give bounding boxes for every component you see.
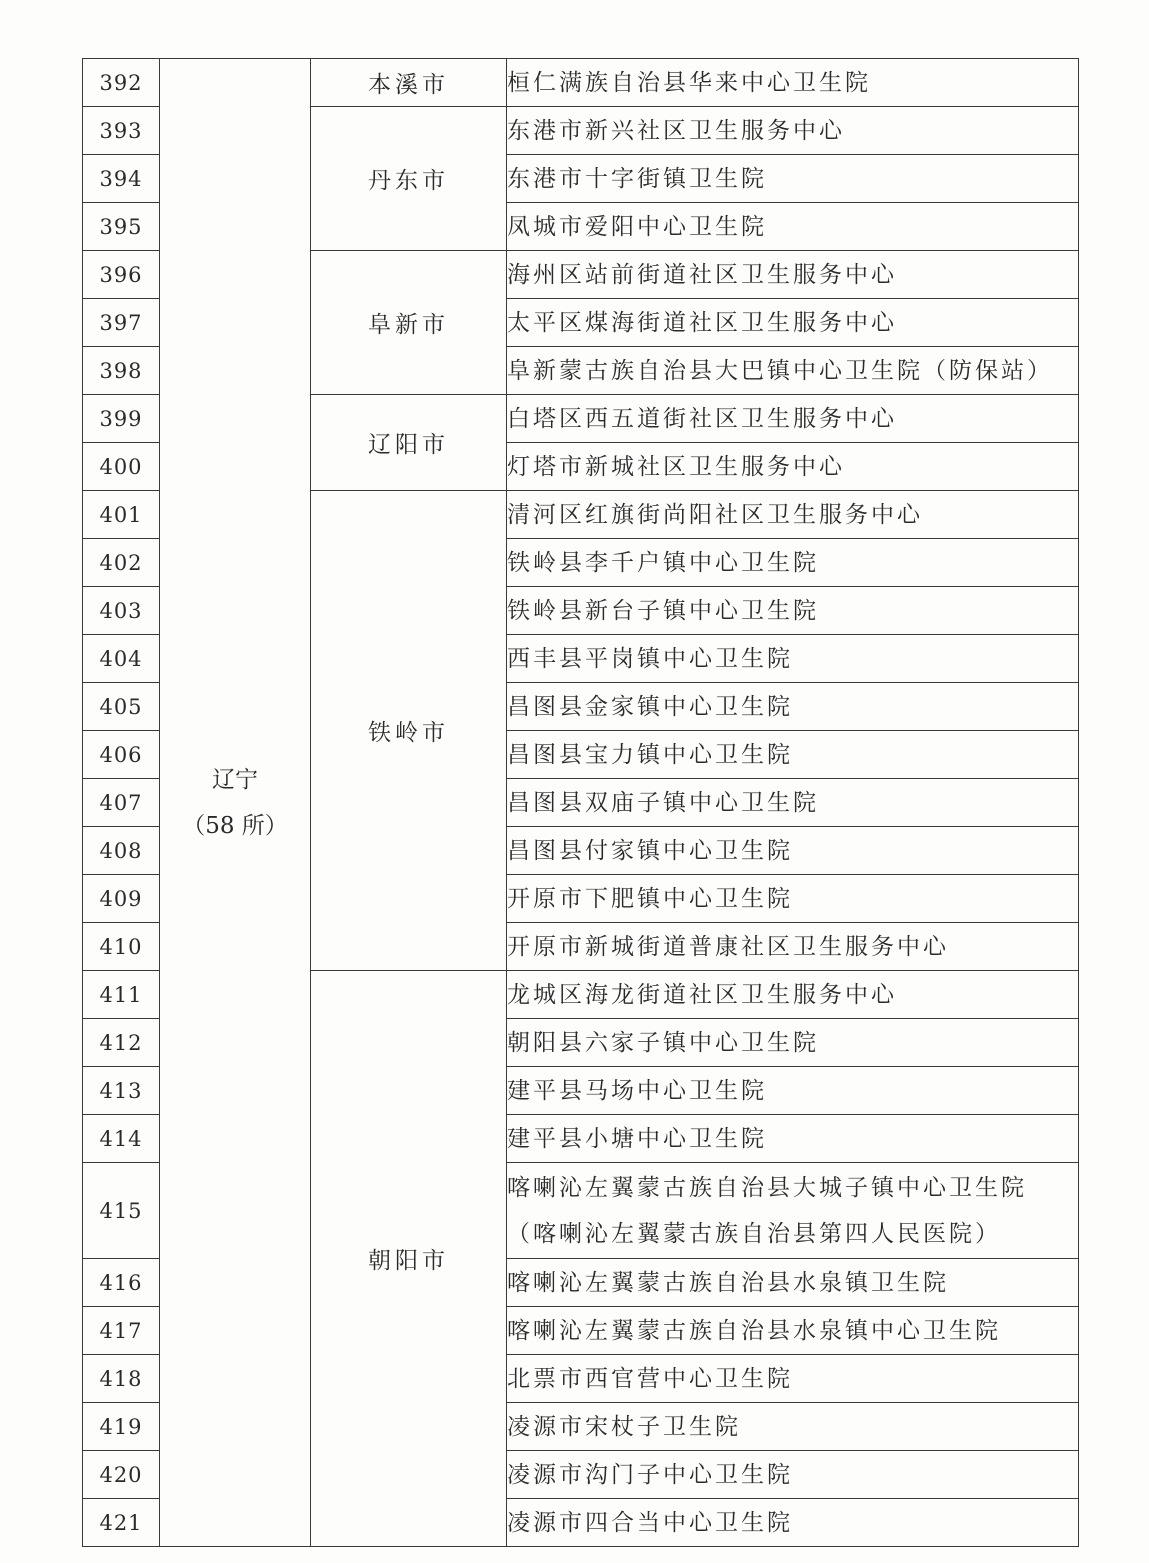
row-number: 394 [83,155,160,203]
row-number: 416 [83,1259,160,1307]
city-cell: 丹东市 [311,107,507,251]
row-number: 412 [83,1019,160,1067]
table-body [83,59,1079,1547]
facility-name: 铁岭县李千户镇中心卫生院 [507,549,819,576]
facility-name-cell [507,875,1079,923]
row-number: 401 [83,491,160,539]
row-number: 403 [83,587,160,635]
facility-name: 北票市西官营中心卫生院 [507,1365,793,1392]
row-number: 404 [83,635,160,683]
row-number: 415 [83,1163,160,1259]
row-number: 393 [83,107,160,155]
facility-name-cell [507,395,1079,443]
facility-name: 昌图县宝力镇中心卫生院 [507,741,793,768]
facility-name: 昌图县双庙子镇中心卫生院 [507,789,819,816]
province-cell [160,59,311,1547]
city-cell: 阜新市 [311,251,507,395]
facility-name: 开原市新城街道普康社区卫生服务中心 [507,933,949,960]
facility-name-cell [507,203,1079,251]
facility-name-cell [507,923,1079,971]
row-number: 402 [83,539,160,587]
facility-name: 喀喇沁左翼蒙古族自治县水泉镇卫生院 [507,1269,949,1296]
facility-name: 白塔区西五道街社区卫生服务中心 [507,405,897,432]
city-cell: 铁岭市 [311,491,507,971]
row-number: 396 [83,251,160,299]
province-count: （58 所） [182,812,288,839]
facility-name-cell [507,539,1079,587]
facility-name-cell [507,1355,1079,1403]
row-number: 398 [83,347,160,395]
row-number: 399 [83,395,160,443]
city-cell: 辽阳市 [311,395,507,491]
facility-name-cell [507,443,1079,491]
facility-name: （喀喇沁左翼蒙古族自治县第四人民医院） [507,1220,1001,1247]
facility-name: 凌源市四合当中心卫生院 [507,1509,793,1536]
facility-name-cell [507,491,1079,539]
facility-name: 凌源市宋杖子卫生院 [507,1413,741,1440]
facility-name-cell [507,779,1079,827]
facility-name: 凤城市爱阳中心卫生院 [507,213,767,240]
facility-name: 喀喇沁左翼蒙古族自治县水泉镇中心卫生院 [507,1317,1001,1344]
row-number: 400 [83,443,160,491]
province-name: 辽宁 [212,766,258,793]
facility-name-cell [507,155,1079,203]
facility-name-cell [507,1067,1079,1115]
row-number: 395 [83,203,160,251]
facility-table [82,58,1079,1547]
facility-name-cell [507,1451,1079,1499]
facility-name-cell [507,1019,1079,1067]
facility-name: 海州区站前街道社区卫生服务中心 [507,261,897,288]
row-number: 420 [83,1451,160,1499]
city-cell: 朝阳市 [311,971,507,1547]
facility-name-cell [507,59,1079,107]
row-number: 411 [83,971,160,1019]
facility-name: 昌图县金家镇中心卫生院 [507,693,793,720]
row-number: 414 [83,1115,160,1163]
facility-name-cell [507,683,1079,731]
row-number: 407 [83,779,160,827]
facility-name: 朝阳县六家子镇中心卫生院 [507,1029,819,1056]
facility-name-cell [507,251,1079,299]
row-number: 397 [83,299,160,347]
facility-name: 阜新蒙古族自治县大巴镇中心卫生院（防保站） [507,357,1053,384]
facility-name-cell [507,347,1079,395]
facility-name-cell [507,731,1079,779]
facility-name-cell [507,1163,1079,1259]
city-cell: 本溪市 [311,59,507,107]
row-number: 410 [83,923,160,971]
facility-name: 建平县小塘中心卫生院 [507,1125,767,1152]
row-number: 413 [83,1067,160,1115]
facility-name-cell [507,635,1079,683]
facility-name: 东港市十字街镇卫生院 [507,165,767,192]
row-number: 408 [83,827,160,875]
facility-name-cell [507,107,1079,155]
row-number: 406 [83,731,160,779]
facility-name: 建平县马场中心卫生院 [507,1077,767,1104]
row-number: 409 [83,875,160,923]
facility-name: 太平区煤海街道社区卫生服务中心 [507,309,897,336]
row-number: 417 [83,1307,160,1355]
facility-name-cell [507,1259,1079,1307]
facility-name: 昌图县付家镇中心卫生院 [507,837,793,864]
table-row [83,59,1079,107]
facility-name-cell [507,1403,1079,1451]
row-number: 419 [83,1403,160,1451]
row-number: 392 [83,59,160,107]
row-number: 421 [83,1499,160,1547]
facility-name: 桓仁满族自治县华来中心卫生院 [507,69,871,96]
facility-name-cell [507,827,1079,875]
facility-name: 清河区红旗街尚阳社区卫生服务中心 [507,501,923,528]
facility-name-cell [507,1499,1079,1547]
facility-name: 开原市下肥镇中心卫生院 [507,885,793,912]
facility-name: 龙城区海龙街道社区卫生服务中心 [507,981,897,1008]
facility-name-cell [507,971,1079,1019]
row-number: 405 [83,683,160,731]
facility-name: 铁岭县新台子镇中心卫生院 [507,597,819,624]
row-number: 418 [83,1355,160,1403]
facility-name-cell [507,1115,1079,1163]
facility-name: 喀喇沁左翼蒙古族自治县大城子镇中心卫生院 [507,1174,1027,1201]
facility-name-cell [507,587,1079,635]
facility-name-cell [507,299,1079,347]
facility-name: 东港市新兴社区卫生服务中心 [507,117,845,144]
facility-name: 凌源市沟门子中心卫生院 [507,1461,793,1488]
facility-name: 西丰县平岗镇中心卫生院 [507,645,793,672]
facility-name: 灯塔市新城社区卫生服务中心 [507,453,845,480]
facility-name-cell [507,1307,1079,1355]
